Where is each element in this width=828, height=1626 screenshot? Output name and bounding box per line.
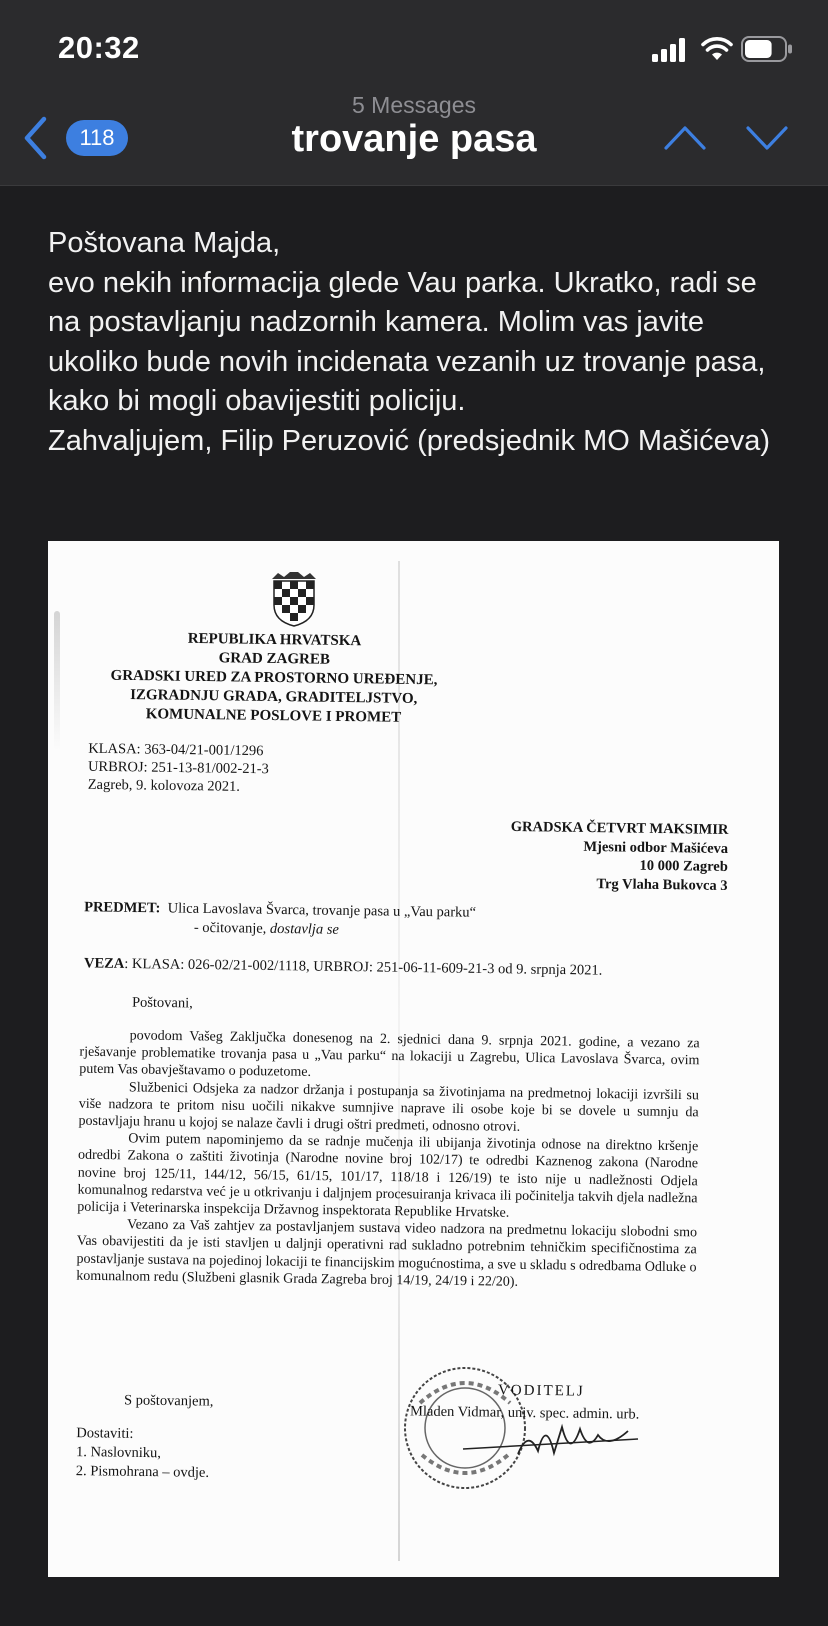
ref-line: Zagreb, 9. kolovoza 2021.	[87, 776, 241, 795]
recipient-line: GRADSKA ČETVRT MAKSIMIR	[510, 818, 729, 838]
scanned-letter	[48, 541, 779, 1577]
distribution-line: Dostaviti:	[76, 1425, 134, 1442]
letter-body	[76, 1027, 700, 1294]
signature-icon	[458, 1409, 648, 1469]
header-line: IZGRADNJU GRADA, GRADITELJSTVO,	[130, 686, 418, 708]
subject-continuation: - očitovanje,	[193, 919, 271, 937]
recipient-line: Mjesni odbor Mašićeva	[583, 838, 729, 857]
letter-paragraph: povodom Vašeg Zaključka donesenog na 2. sjednici dana 9. srpnja 2021. godine, a vezano za rješavanje problematike trovanja pasa u „Vau parku“ na lokaciji u Zagrebu, Ulica Lavoslava Švarca, ovim putem Vas obavještavamo o poduzetome.	[79, 1028, 700, 1081]
letter-distribution	[76, 1424, 210, 1483]
letter-subject	[84, 898, 476, 941]
thread-title: trovanje pasa	[291, 118, 537, 160]
header-line: GRAD ZAGREB	[218, 650, 331, 668]
letter-paragraph: Službenici Odsjeka za nadzor držanja i postupanja sa životinjama na predmetnoj lokaciji izvršili su više nadzora te pritom nisu uočili nikakve sumnjive naprave ili osobe koje bi se dovele u sumnju da postavljaju hranu u kojoj se nalaze čavli i drugi oštri predmeti, odnosno otrovi.	[78, 1079, 700, 1135]
header-line: REPUBLIKA HRVATSKA	[187, 630, 362, 650]
chevron-up-icon[interactable]	[662, 118, 708, 158]
letter-paragraph: Vezano za Vaš zahtjev za postavljanjem sustava video nadzora na predmetnu lokaciju slobodni smo Vas obavijestiti da je isti stavljen u daljnji operativni rad sukladno potrebnim tehničkim specifičnostima za postavljanje sustava na pojedinoj lokaciji te financijskim mogućnostima, a sve u skladu s odredbama Odluke o komunalnom redu (Službeni glasnik Grada Zagreba broj 14/19, 24/19 i 22/20).	[76, 1217, 698, 1290]
recipient-line: Trg Vlaha Bukovca 3	[596, 875, 728, 894]
veza-label: VEZA	[83, 955, 125, 972]
navigation-bar	[0, 88, 828, 186]
cellular-signal-icon	[652, 38, 686, 62]
subject-italic: dostavlja se	[269, 920, 339, 938]
signer-name: Mladen Vidmar, univ. spec. admin. urb.	[409, 1403, 640, 1423]
message-line: Poštovana Majda,	[48, 227, 281, 259]
header-line: KOMUNALNE POSLOVE I PROMET	[145, 706, 402, 726]
subject-text: Ulica Lavoslava Švarca, trovanje pasa u „Vau parku“	[167, 900, 477, 921]
signer-title: VODITELJ	[497, 1382, 585, 1400]
chevron-down-icon[interactable]	[744, 118, 790, 158]
letter-closing: S poštovanjem,	[123, 1392, 214, 1410]
distribution-line: 1. Naslovniku,	[75, 1444, 162, 1462]
letter-connection	[84, 955, 603, 979]
distribution-line: 2. Pismohrana – ovdje.	[75, 1463, 210, 1481]
subject-label: PREDMET:	[84, 899, 161, 917]
message-line: evo nekih informacija glede Vau parka. Ukratko, radi se na postavljanju nadzornih kamera. Molim vas javite ukoliko bude novih incidenata vezanih uz trovanje pasa, kako bi mogli obavijestiti policiju.	[48, 266, 766, 417]
wifi-icon	[701, 36, 733, 62]
message-count: 5 Messages	[351, 92, 476, 118]
ref-line: KLASA: 363-04/21-001/1296	[88, 740, 264, 760]
message-line: Zahvaljujem, Filip Peruzović (predsjednik MO Mašićeva)	[48, 424, 771, 457]
header-line: GRADSKI URED ZA PROSTORNO UREĐENJE,	[110, 667, 438, 689]
coat-of-arms-icon	[268, 569, 320, 627]
letter-paragraph: Ovim putem napominjemo da se radnje mučenja ili ubijanja životinja odnose na direktno kršenje odredbi Zakona o zaštiti životinja (Narodne novine broj 102/17) te odredbi Kaznenog zakona (Narodne novine broj 125/11, 144/12, 56/15, 61/15, 101/17, 118/18 i 126/19) te isto nije u nadležnosti Odjela komunalnog redarstva već je u otkrivanju i daljnjem procesuiranja krivaca ili počinitelja takvih djela nadležna policija i Veterinarska inspekcija Državnog inspektorata Republike Hrvatske.	[77, 1131, 699, 1221]
message-body	[48, 224, 793, 461]
recipient-line: 10 000 Zagreb	[639, 857, 728, 875]
ref-line: URBROJ: 251-13-81/002-21-3	[87, 758, 269, 778]
status-bar	[0, 0, 828, 88]
letter-references	[88, 740, 270, 797]
letter-greeting: Poštovani,	[131, 994, 193, 1012]
image-attachment[interactable]	[48, 541, 779, 1577]
status-time: 20:32	[58, 30, 140, 65]
unread-count-badge: 118	[66, 120, 128, 156]
bottom-safe-area	[0, 1577, 828, 1626]
battery-icon	[741, 36, 793, 62]
scan-edge-mark	[54, 611, 60, 751]
veza-text: : KLASA: 026-02/21-002/1118, URBROJ: 251-06-11-609-21-3 od 9. srpnja 2021.	[124, 955, 603, 979]
letter-recipient	[447, 817, 728, 895]
letter-header	[83, 628, 464, 728]
